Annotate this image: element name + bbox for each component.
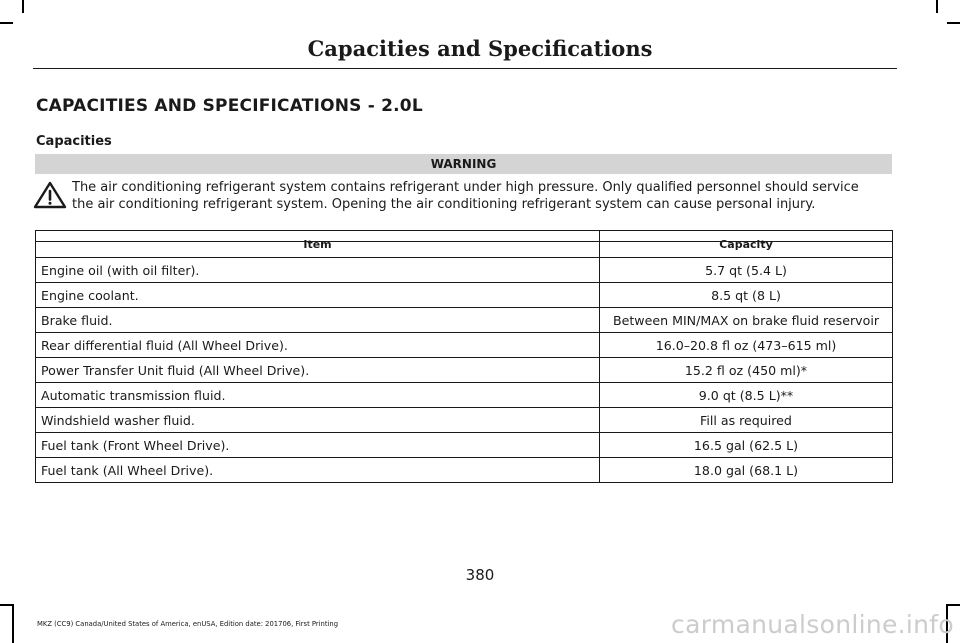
warning-triangle-icon [33, 181, 67, 209]
table-row [36, 383, 893, 408]
table-row [36, 358, 893, 383]
subhead-capacities: Capacities [36, 134, 112, 149]
table-row [36, 408, 893, 433]
edition-footer: MKZ (CC9) Canada/United States of America, enUSA, Edition date: 201706, First Printing [37, 620, 339, 628]
capacity-cell: Between MIN/MAX on brake fluid reservoir [600, 308, 893, 333]
crop-mark [12, 604, 14, 643]
warning-text: The air conditioning refrigerant system contains refrigerant under high pressure. Only qualified personnel should service the air conditioning refrigerant system. Opening the air conditioning refrigerant system can cause personal injury. [72, 180, 859, 212]
item-cell: Windshield washer fluid. [36, 408, 600, 433]
capacity-cell: 15.2 fl oz (450 ml)* [600, 358, 893, 383]
capacity-cell: 16.0–20.8 fl oz (473–615 ml) [600, 333, 893, 358]
item-cell: Engine oil (with oil filter). [36, 258, 600, 283]
running-header: Capacities and Specifications [307, 36, 653, 61]
capacity-cell: Fill as required [600, 408, 893, 433]
item-cell: Fuel tank (All Wheel Drive). [36, 458, 600, 483]
table-row [36, 283, 893, 308]
item-cell: Automatic transmission fluid. [36, 383, 600, 408]
page-number: 380 [465, 566, 495, 584]
item-cell: Power Transfer Unit fluid (All Wheel Drive). [36, 358, 600, 383]
table-row [36, 333, 893, 358]
column-header-item: Item [36, 231, 600, 258]
crop-mark [22, 0, 24, 13]
item-cell: Engine coolant. [36, 283, 600, 308]
table-row [36, 308, 893, 333]
watermark: carmanualsonline.info [671, 610, 954, 639]
item-cell: Brake fluid. [36, 308, 600, 333]
section-title: CAPACITIES AND SPECIFICATIONS - 2.0L [36, 96, 423, 116]
table-row [36, 458, 893, 483]
item-cell: Fuel tank (Front Wheel Drive). [36, 433, 600, 458]
table-row [36, 258, 893, 283]
capacity-cell: 18.0 gal (68.1 L) [600, 458, 893, 483]
capacities-table [35, 230, 893, 483]
capacity-cell: 5.7 qt (5.4 L) [600, 258, 893, 283]
crop-mark [936, 0, 938, 13]
crop-mark [947, 22, 960, 24]
crop-mark [947, 604, 960, 606]
capacity-cell: 8.5 qt (8 L) [600, 283, 893, 308]
table-header-row [36, 231, 893, 258]
item-cell: Rear differential fluid (All Wheel Drive). [36, 333, 600, 358]
table-row [36, 433, 893, 458]
column-header-capacity: Capacity [600, 231, 893, 258]
warning-banner: WARNING [35, 154, 892, 174]
capacity-cell: 16.5 gal (62.5 L) [600, 433, 893, 458]
crop-mark [0, 22, 13, 24]
header-rule [33, 68, 897, 69]
capacity-cell: 9.0 qt (8.5 L)** [600, 383, 893, 408]
